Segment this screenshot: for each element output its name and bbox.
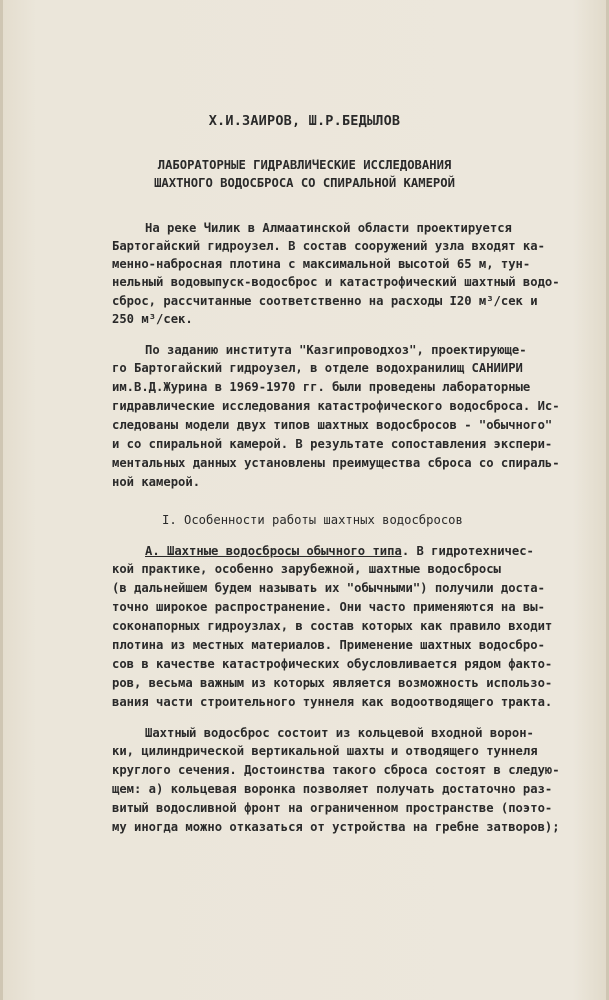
- text-line: витый водосливной фронт на ограниченном пространстве (поэто-: [112, 801, 553, 815]
- text-line: 250 м³/сек.: [112, 312, 193, 326]
- subsection-label: А. Шахтные водосбросы обычного типа: [145, 544, 402, 558]
- text-line: плотина из местных материалов. Применение шахтных водосбро-: [112, 638, 545, 652]
- text-line: сов в качестве катастрофических обусловливается рядом факто-: [112, 657, 553, 671]
- text-line: [145, 542, 534, 560]
- text-line: соконапорных гидроузлах, в состав которых как правило входит: [112, 619, 553, 633]
- text-line: му иногда можно отказаться от устройства на гребне затворов);: [112, 820, 560, 834]
- text-line: менно-набросная плотина с максимальной высотой 65 м, тун-: [112, 257, 531, 271]
- section-heading: I. Особенности работы шахтных водосбросов: [162, 513, 463, 527]
- text-line-rest: . В гидротехничес-: [401, 544, 534, 558]
- paper-title: [0, 156, 609, 192]
- text-line: нельный водовыпуск-водосброс и катастрофический шахтный водо-: [112, 275, 560, 289]
- text-line: вания части строительного туннеля как водоотводящего тракта.: [112, 695, 553, 709]
- text-line: (в дальнейшем будем называть их "обычными") получили доста-: [112, 581, 545, 595]
- text-line: и со спиральной камерой. В результате сопоставления экспери-: [112, 437, 553, 451]
- title-line: ЛАБОРАТОРНЫЕ ГИДРАВЛИЧЕСКИЕ ИССЛЕДОВАНИЯ: [157, 158, 452, 172]
- text-line: точно широкое распространение. Они часто применяются на вы-: [112, 600, 545, 614]
- text-line: круглого сечения. Достоинства такого сброса состоят в следую-: [112, 763, 560, 777]
- authors: Х.И.ЗАИРОВ, Ш.Р.БЕДЫЛОВ: [208, 113, 401, 129]
- text-line: гидравлические исследования катастрофического водосброса. Ис-: [112, 399, 560, 413]
- text-line: ной камерой.: [112, 475, 201, 489]
- text-line: сброс, рассчитанные соответственно на расходы I20 м³/сек и: [112, 294, 538, 308]
- title-line: ШАХТНОГО ВОДОСБРОСА СО СПИРАЛЬНОЙ КАМЕРОЙ: [154, 176, 455, 190]
- text-line: ров, весьма важным из которых является возможность использо-: [112, 676, 553, 690]
- page-edge-left: [0, 0, 3, 1000]
- text-line: им.В.Д.Журина в 1969-1970 гг. были проведены лабораторные: [112, 380, 531, 394]
- text-line: следованы модели двух типов шахтных водосбросов - "обычного": [112, 418, 553, 432]
- text-line: ки, цилиндрической вертикальной шахты и отводящего туннеля: [112, 744, 538, 758]
- text-line: кой практике, особенно зарубежной, шахтные водосбросы: [112, 562, 501, 576]
- text-line: щем: а) кольцевая воронка позволяет получать достаточно раз-: [112, 782, 553, 796]
- text-line: го Бартогайский гидроузел, в отделе водохранилищ САНИИРИ: [112, 361, 523, 375]
- text-line: Бартогайский гидроузел. В состав сооружений узла входят ка-: [112, 239, 545, 253]
- text-line: По заданию института "Казгипроводхоз", проектирующе-: [145, 343, 527, 357]
- text-line: ментальных данных установлены преимущества сброса со спираль-: [112, 456, 560, 470]
- text-line: Шахтный водосброс состоит из кольцевой входной ворон-: [145, 726, 534, 740]
- text-line: На реке Чилик в Алмаатинской области проектируется: [145, 221, 512, 235]
